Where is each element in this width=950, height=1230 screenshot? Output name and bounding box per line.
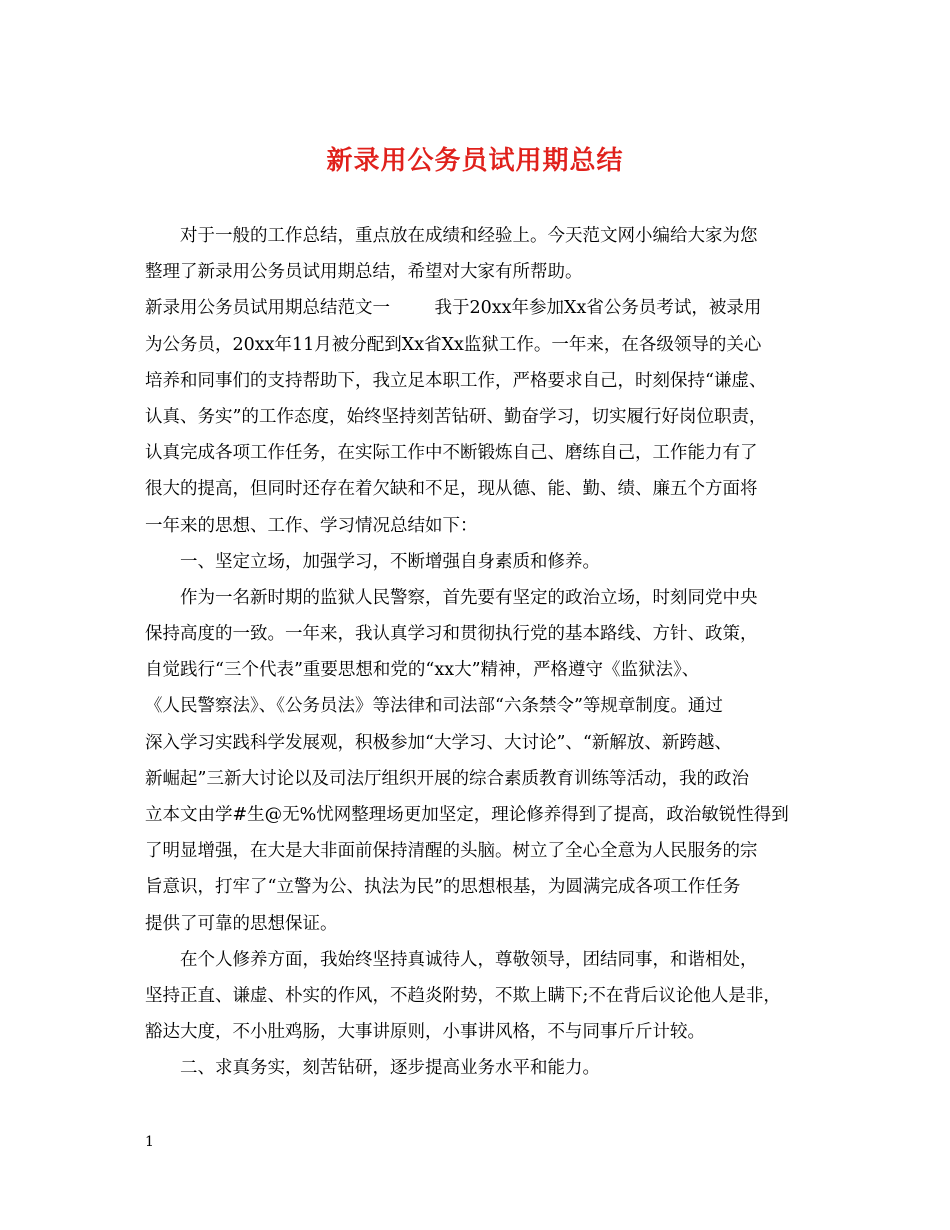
paragraph-line: 新录用公务员试用期总结范文一 我于20xx年参加Xx省公务员考试，被录用 <box>145 298 762 319</box>
paragraph-line: 作为一名新时期的监狱人民警察，首先要有坚定的政治立场，时刻同党中央 <box>180 587 758 608</box>
paragraph-line: 对于一般的工作总结，重点放在成绩和经验上。今天范文网小编给大家为您 <box>180 226 758 246</box>
paragraph-line: 整理了新录用公务员试用期总结，希望对大家有所帮助。 <box>145 262 583 283</box>
paragraph-line: 自觉践行“三个代表”重要思想和党的“xx大”精神，严格遵守《监狱法》、 <box>145 660 700 681</box>
paragraph-line: 很大的提高，但同时还存在着欠缺和不足，现从德、能、勤、绩、廉五个方面将 <box>145 479 758 500</box>
paragraph-line: 旨意识，打牢了“立警为公、执法为民”的思想根基，为圆满完成各项工作任务 <box>145 877 741 898</box>
document-body <box>145 218 815 1087</box>
paragraph-line: 深入学习实践科学发展观，积极参加“大学习、大讨论”、“新解放、新跨越、 <box>145 732 732 753</box>
section-heading: 一、坚定立场，加强学习，不断增强自身素质和修养。 <box>180 551 600 572</box>
paragraph-line: 在个人修养方面，我始终坚持真诚待人，尊敬领导，团结同事，和谐相处， <box>180 949 758 970</box>
page-title: 新录用公务员试用期总结 <box>326 146 624 176</box>
paragraph-line: 新崛起”三新大讨论以及司法厅组织开展的综合素质教育训练等活动，我的政治 <box>145 768 749 789</box>
paragraph-line: 提供了可靠的思想保证。 <box>145 913 338 934</box>
paragraph-line: 立本文由学#生@无%忧网整理场更加坚定，理论修养得到了提高，政治敏锐性得到 <box>145 805 789 825</box>
paragraph-line: 坚持正直、谦虚、朴实的作风，不趋炎附势，不欺上瞒下;不在背后议论他人是非， <box>145 985 781 1006</box>
paragraph-line: 《人民警察法》、《公务员法》等法律和司法部“六条禁令”等规章制度。通过 <box>145 696 723 717</box>
paragraph-line: 保持高度的一致。一年来，我认真学习和贯彻执行党的基本路线、方针、政策， <box>145 624 758 645</box>
paragraph-line: 认真完成各项工作任务，在实际工作中不断锻炼自己、磨练自己，工作能力有了 <box>145 443 758 464</box>
paragraph-line: 一年来的思想、工作、学习情况总结如下： <box>145 515 478 536</box>
paragraph-line: 了明显增强，在大是大非面前保持清醒的头脑。树立了全心全意为人民服务的宗 <box>145 841 758 862</box>
paragraph-line: 认真、务实”的工作态度，始终坚持刻苦钻研、勤奋学习，切实履行好岗位职责， <box>145 406 767 427</box>
paragraph-line: 为公务员，20xx年11月被分配到Xx省Xx监狱工作。一年来，在各级领导的关心 <box>145 334 762 355</box>
paragraph-line: 豁达大度，不小肚鸡肠，大事讲原则，小事讲风格，不与同事斤斤计较。 <box>145 1022 705 1043</box>
section-heading: 二、求真务实，刻苦钻研，逐步提高业务水平和能力。 <box>180 1058 600 1079</box>
page-number: 1 <box>145 1134 154 1150</box>
paragraph-line: 培养和同事们的支持帮助下，我立足本职工作，严格要求自己，时刻保持“谦虚、 <box>145 370 767 391</box>
